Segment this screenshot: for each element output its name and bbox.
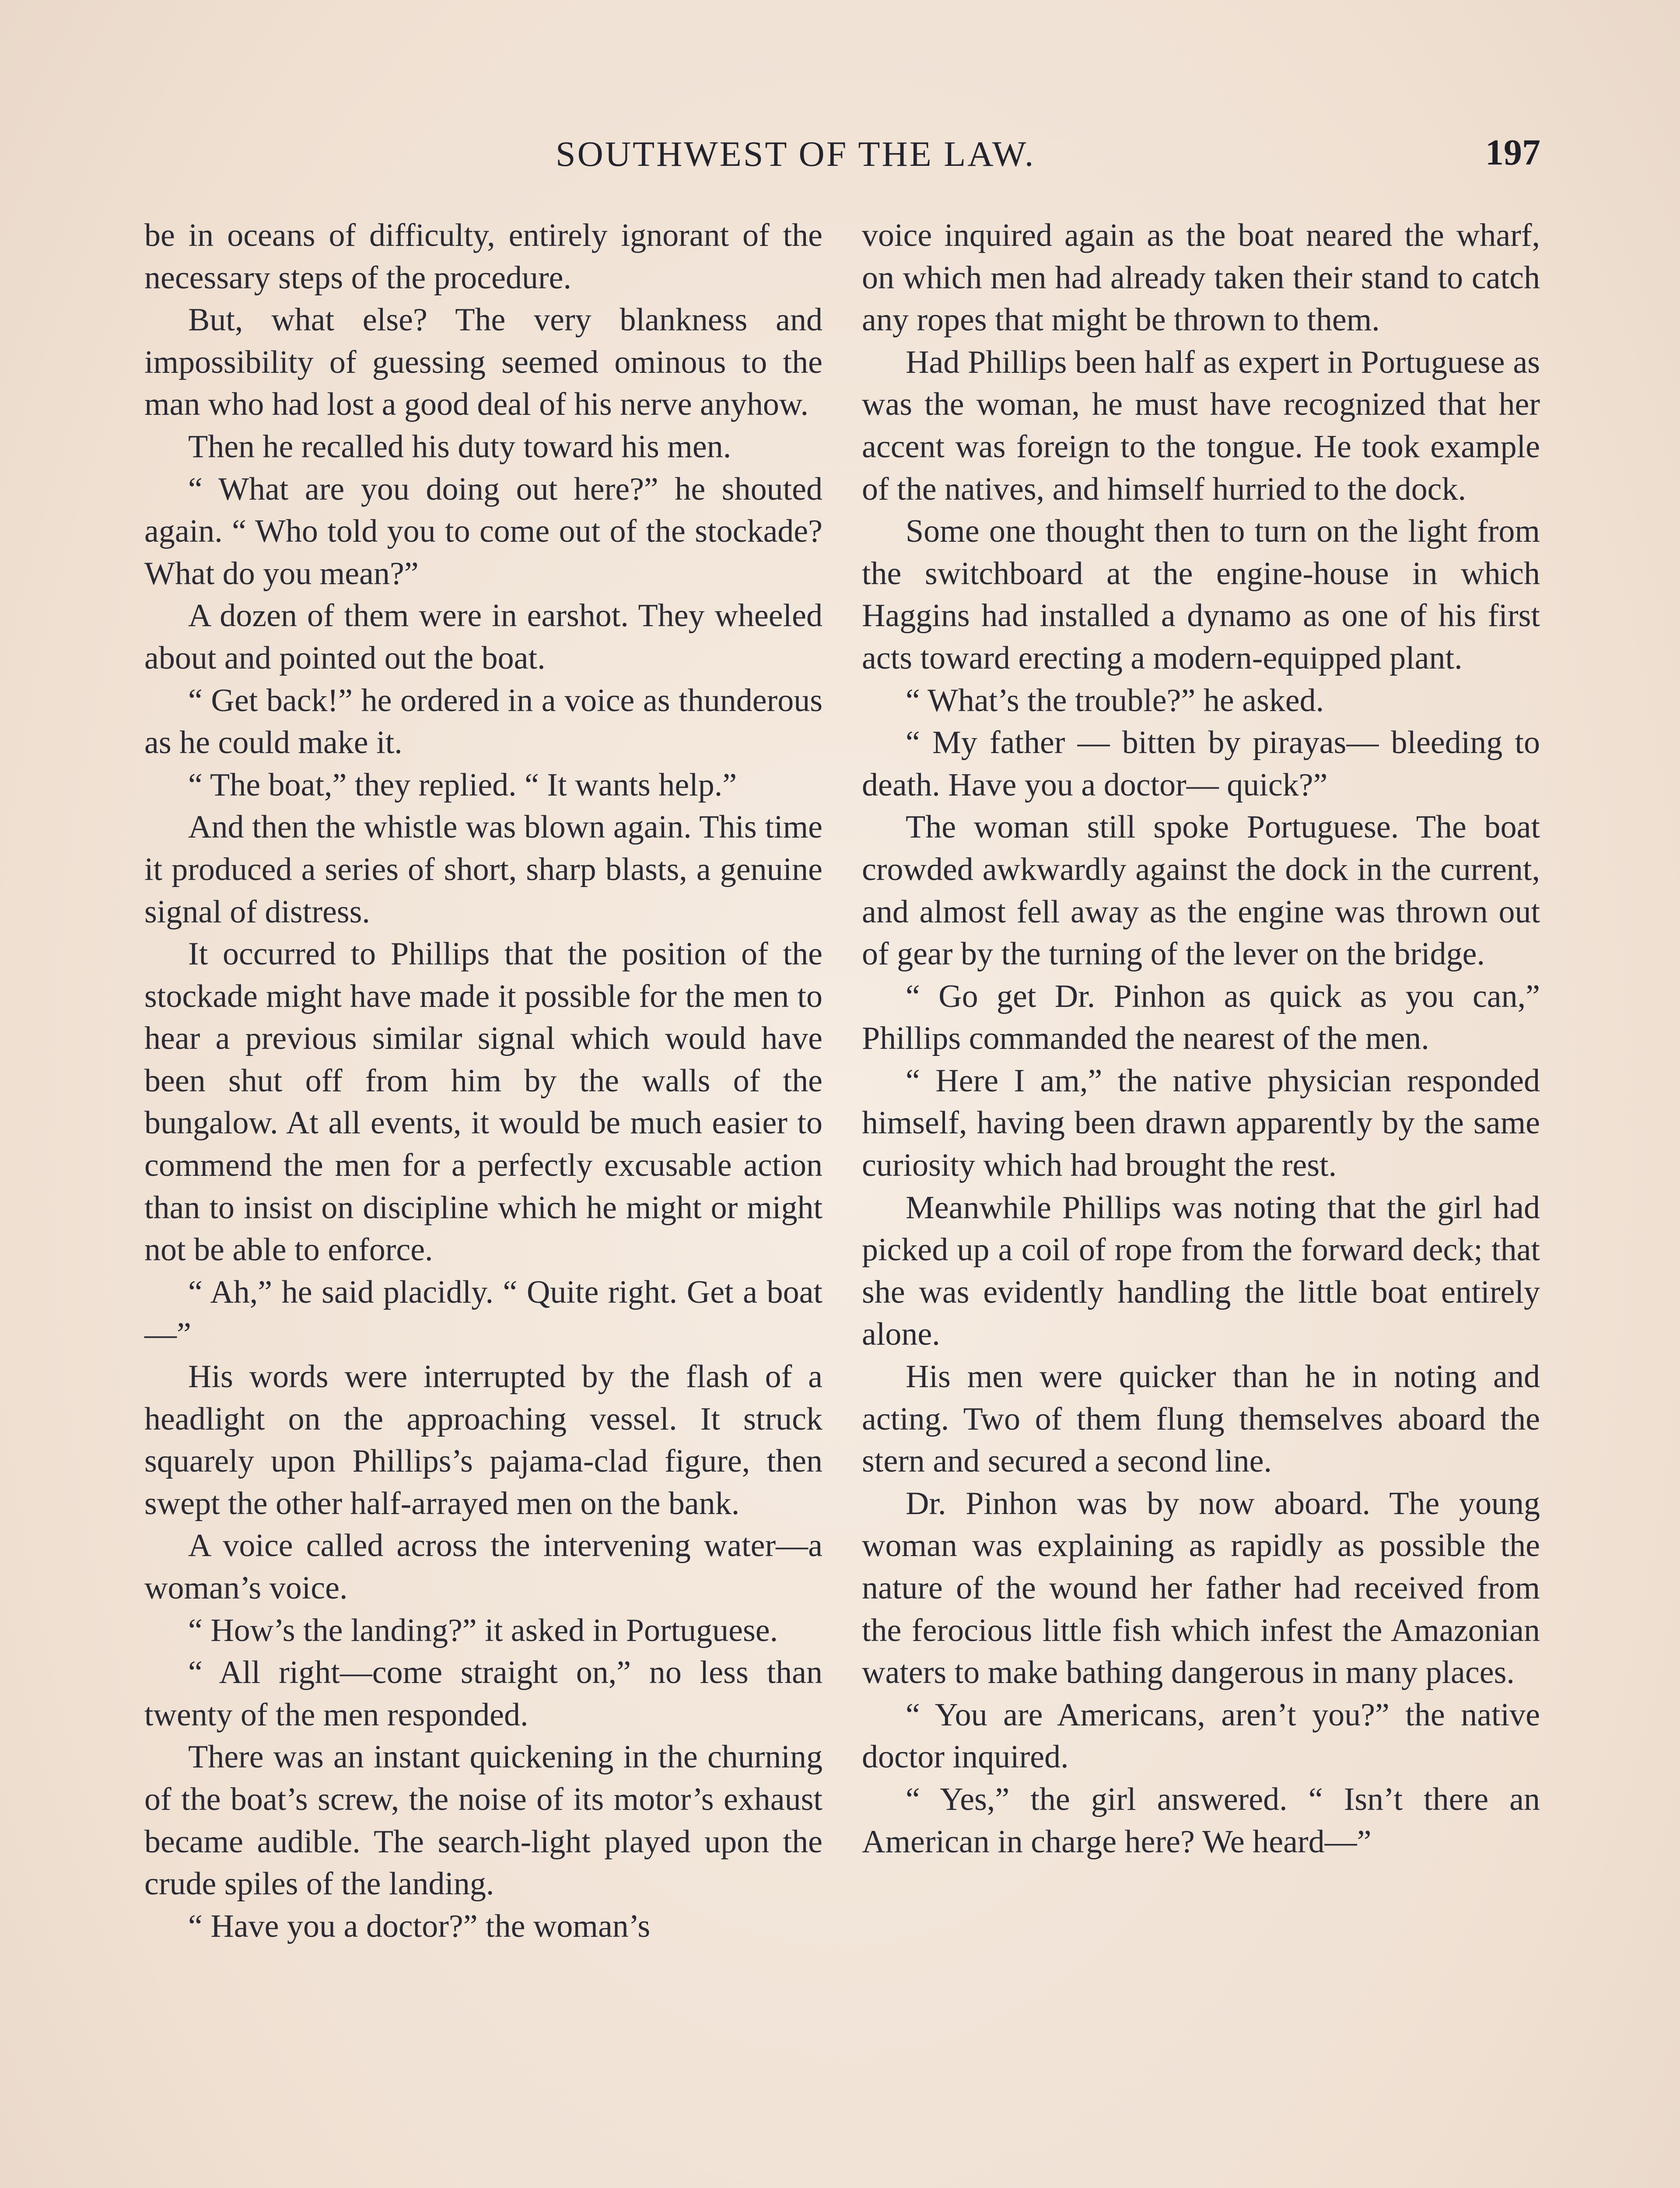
paragraph: And then the whistle was blown again. This time it produced a series of short, sharp blasts, a genuine signal of distress. [144,809,822,930]
paragraph: voice inquired again as the boat neared the wharf, on which men had already taken their stand to catch any ropes that might be thrown to them. [862,217,1540,338]
paragraph: “ Ah,” he said placidly. “ Quite right. Get a boat—” [144,1274,822,1353]
paragraph: “ Yes,” the girl answered. “ Isn’t there an American in charge here? We heard—” [862,1781,1540,1860]
paragraph: “ My father — bitten by pirayas— bleeding to death. Have you a doctor— quick?” [862,725,1540,803]
paragraph: Meanwhile Phillips was noting that the girl had picked up a coil of rope from the forward deck; that she was evidently handling the little boat entirely alone. [862,1189,1540,1353]
paragraph: “ Get back!” he ordered in a voice as thunderous as he could make it. [144,682,822,761]
left-column [144,214,822,1947]
paragraph: A dozen of them were in earshot. They wheeled about and pointed out the boat. [144,598,822,676]
page-number: 197 [1485,132,1540,173]
paragraph: “ Have you a doctor?” the woman’s [188,1908,651,1944]
paragraph: But, what else? The very blankness and impossibility of guessing seemed ominous to the man who had lost a good deal of his nerve anyhow. [144,302,822,423]
paragraph: “ What are you doing out here?” he shouted again. “ Who told you to come out of the stockade? What do you mean?” [144,471,822,592]
paragraph: A voice called across the intervening water—a woman’s voice. [144,1528,822,1606]
paragraph: “ Go get Dr. Pinhon as quick as you can,” Phillips commanded the nearest of the men. [862,978,1540,1057]
paragraph: There was an instant quickening in the churning of the boat’s screw, the noise of its motor’s exhaust became audible. The search-light played upon the crude spiles of the landing. [144,1739,822,1902]
paragraph: “ The boat,” they replied. “ It wants help.” [188,767,737,803]
paragraph: “ What’s the trouble?” he asked. [906,682,1324,719]
paragraph: Some one thought then to turn on the light from the switchboard at the engine-house in which Haggins had installed a dynamo as one of his first acts toward erecting a modern-equipped plant. [862,513,1540,676]
paragraph: be in oceans of difficulty, entirely ignorant of the necessary steps of the procedure. [144,217,822,296]
right-column [862,214,1540,1863]
running-head: SOUTHWEST OF THE LAW. [556,134,1036,174]
paragraph: “ Here I am,” the native physician responded himself, having been drawn apparently by the same curiosity which had brought the rest. [862,1062,1540,1184]
paragraph: The woman still spoke Portuguese. The boat crowded awkwardly against the dock in the current, and almost fell away as the engine was thrown out of gear by the turning of the lever on the bridge. [862,809,1540,972]
paragraph: It occurred to Phillips that the position of the stockade might have made it possible for the men to hear a previous similar signal which would have been shut off from him by the walls of the bungalow. At all events, it would be much easier to commend the men for a perfectly excusable action than to insist on discipline which he might or might not be able to enforce. [144,936,822,1268]
paragraph: “ You are Americans, aren’t you?” the native doctor inquired. [862,1697,1540,1775]
paragraph: Dr. Pinhon was by now aboard. The young woman was explaining as rapidly as possible the nature of the wound her father had received from the ferocious little fish which infest the Amazonian waters to make bathing dangerous in many places. [862,1485,1540,1691]
paragraph: Had Phillips been half as expert in Portuguese as was the woman, he must have recognized that her accent was foreign to the tongue. He took example of the natives, and himself hurried to the dock. [862,344,1540,507]
paragraph: Then he recalled his duty toward his men. [188,428,732,465]
paragraph: “ All right—come straight on,” no less than twenty of the men responded. [144,1655,822,1733]
paragraph: His words were interrupted by the flash of a headlight on the approaching vessel. It struck squarely upon Phillips’s pajama-clad figure, then swept the other half-arrayed men on the bank. [144,1359,822,1522]
paragraph: His men were quicker than he in noting and acting. Two of them flung themselves aboard the stern and secured a second line. [862,1359,1540,1480]
paragraph: “ How’s the landing?” it asked in Portuguese. [188,1612,778,1648]
